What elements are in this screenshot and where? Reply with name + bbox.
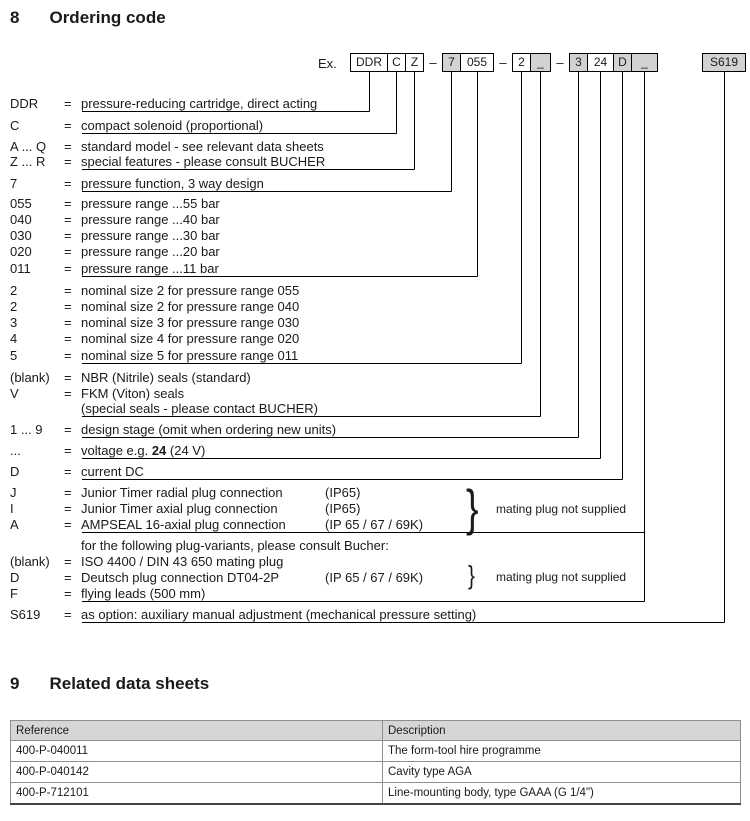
legend-desc: standard model - see relevant data sheets xyxy=(81,139,324,154)
legend-desc: pressure-reducing cartridge, direct acting xyxy=(81,96,318,111)
legend-desc: compact solenoid (proportional) xyxy=(81,118,264,133)
code-box-7: 7 xyxy=(442,53,461,72)
legend-desc: as option: auxiliary manual adjustment (mechanical pressure setting) xyxy=(81,607,477,622)
legend-eq: = xyxy=(64,212,72,227)
code-box-seal: _ xyxy=(530,53,551,72)
legend-desc: current DC xyxy=(81,464,144,479)
legend-eq: = xyxy=(64,348,72,363)
legend-eq: = xyxy=(64,443,72,458)
legend-eq: = xyxy=(64,370,72,385)
legend-code: 011 xyxy=(10,261,31,276)
legend-desc: pressure range ...40 bar xyxy=(81,212,220,227)
example-label: Ex. xyxy=(318,56,337,71)
table-header-reference: Reference xyxy=(11,721,383,741)
legend-eq: = xyxy=(64,586,72,601)
legend-eq: = xyxy=(64,196,72,211)
legend-eq: = xyxy=(64,386,72,401)
legend-eq: = xyxy=(64,176,72,191)
code-box-plug: _ xyxy=(631,53,658,72)
legend-desc: FKM (Viton) seals xyxy=(81,386,185,401)
legend-row xyxy=(10,386,184,402)
legend-row xyxy=(10,485,361,501)
code-separator: – xyxy=(429,55,437,70)
legend-desc: NBR (Nitrile) seals (standard) xyxy=(81,370,251,385)
section-8-heading xyxy=(10,8,166,28)
legend-desc: nominal size 2 for pressure range 040 xyxy=(81,299,300,314)
legend-row xyxy=(10,96,317,112)
brace-icon: } xyxy=(468,560,475,590)
legend-row xyxy=(10,139,324,155)
legend-eq: = xyxy=(64,228,72,243)
legend-code: DDR xyxy=(10,96,39,111)
legend-eq: = xyxy=(64,261,72,276)
legend-row xyxy=(10,212,220,228)
legend-eq: = xyxy=(64,517,72,532)
legend-row xyxy=(10,118,263,134)
legend-code: (blank) xyxy=(10,370,50,385)
legend-code: (blank) xyxy=(10,554,50,569)
code-box-z: Z xyxy=(405,53,424,72)
legend-eq: = xyxy=(64,315,72,330)
legend-code: D xyxy=(10,570,20,585)
legend-eq: = xyxy=(64,96,72,111)
legend-ip-rating: (IP 65 / 67 / 69K) xyxy=(325,517,424,532)
legend-desc: pressure range ...30 bar xyxy=(81,228,220,243)
legend-desc: AMPSEAL 16-axial plug connection xyxy=(81,517,286,532)
legend-code: I xyxy=(10,501,14,516)
legend-row xyxy=(10,464,144,480)
code-box-055: 055 xyxy=(460,53,494,72)
legend-ip-rating: (IP 65 / 67 / 69K) xyxy=(325,570,424,585)
legend-code: 030 xyxy=(10,228,32,243)
legend-ip-rating: (IP65) xyxy=(325,485,361,500)
legend-desc: Junior Timer axial plug connection xyxy=(81,501,278,516)
reference-cell: 400-P-040142 xyxy=(11,762,383,783)
legend-eq: = xyxy=(64,501,72,516)
legend-desc: pressure range ...55 bar xyxy=(81,196,220,211)
legend-code: S619 xyxy=(10,607,41,622)
legend-code: 3 xyxy=(10,315,18,330)
code-box-c: C xyxy=(387,53,406,72)
legend-code: 7 xyxy=(10,176,18,191)
legend-eq: = xyxy=(64,299,72,314)
legend-row xyxy=(10,422,336,438)
legend-code: Z ... R xyxy=(10,154,46,169)
legend-row xyxy=(10,586,205,602)
section-9-number: 9 xyxy=(10,674,20,693)
legend-row xyxy=(10,370,251,386)
legend-eq: = xyxy=(64,139,72,154)
table-header-description: Description xyxy=(383,721,741,741)
table-row xyxy=(11,762,741,783)
legend-row xyxy=(10,401,318,417)
legend-desc: Deutsch plug connection DT04-2P xyxy=(81,570,280,585)
legend-row xyxy=(10,154,325,170)
code-box-2: 2 xyxy=(512,53,531,72)
legend-row xyxy=(10,283,299,299)
legend-row xyxy=(10,228,220,244)
legend-desc: pressure function, 3 way design xyxy=(81,176,264,191)
legend-code: D xyxy=(10,464,20,479)
reference-cell: 400-P-712101 xyxy=(11,783,383,804)
legend-desc: ISO 4400 / DIN 43 650 mating plug xyxy=(81,554,284,569)
legend-code: 2 xyxy=(10,299,18,314)
mating-plug-note: mating plug not supplied xyxy=(496,502,627,516)
legend-desc: flying leads (500 mm) xyxy=(81,586,206,601)
legend-eq: = xyxy=(64,154,72,169)
legend-desc: pressure range ...20 bar xyxy=(81,244,220,259)
legend-code: 040 xyxy=(10,212,32,227)
code-box-24: 24 xyxy=(587,53,614,72)
legend-row xyxy=(10,607,476,623)
legend-code: A xyxy=(10,517,19,532)
legend-code: 055 xyxy=(10,196,32,211)
code-box-d: D xyxy=(613,53,632,72)
legend-row xyxy=(10,299,299,315)
legend-code: 4 xyxy=(10,331,18,346)
legend-eq: = xyxy=(64,118,72,133)
legend-eq: = xyxy=(64,464,72,479)
legend-desc: pressure range ...11 bar xyxy=(81,261,219,276)
section-8-title: Ordering code xyxy=(49,8,166,27)
section-8-number: 8 xyxy=(10,8,20,27)
legend-eq: = xyxy=(64,331,72,346)
legend-code: A ... Q xyxy=(10,139,47,154)
code-separator: – xyxy=(499,55,507,70)
section-9-title: Related data sheets xyxy=(49,674,210,693)
legend-row xyxy=(10,261,219,277)
legend-row xyxy=(10,554,283,570)
legend-row xyxy=(10,501,361,517)
legend-row xyxy=(10,196,220,212)
legend-ip-rating: (IP65) xyxy=(325,501,361,516)
legend-code: 1 ... 9 xyxy=(10,422,43,437)
legend-eq: = xyxy=(64,570,72,585)
legend-desc: nominal size 4 for pressure range 020 xyxy=(81,331,300,346)
mating-plug-note: mating plug not supplied xyxy=(496,570,627,584)
description-cell: The form-tool hire programme xyxy=(383,741,741,762)
legend-code: F xyxy=(10,586,18,601)
brace-icon: } xyxy=(466,480,479,536)
code-separator: – xyxy=(556,55,564,70)
legend-desc: nominal size 2 for pressure range 055 xyxy=(81,283,300,298)
legend-desc: Junior Timer radial plug connection xyxy=(81,485,283,500)
legend-row xyxy=(10,176,264,192)
legend-code: 5 xyxy=(10,348,18,363)
legend-desc: for the following plug-variants, please consult Bucher: xyxy=(81,538,389,553)
legend-eq: = xyxy=(64,485,72,500)
table-row xyxy=(11,783,741,804)
legend-row xyxy=(10,517,424,533)
legend-eq: = xyxy=(64,607,72,622)
section-9-heading xyxy=(10,674,209,694)
reference-cell: 400-P-040011 xyxy=(11,741,383,762)
table-header-row xyxy=(11,721,741,741)
legend-row xyxy=(10,331,299,347)
legend-desc: design stage (omit when ordering new units) xyxy=(81,422,337,437)
code-box-3: 3 xyxy=(569,53,588,72)
legend-desc: voltage e.g. 24 (24 V) xyxy=(81,443,206,458)
legend-eq: = xyxy=(64,244,72,259)
legend-desc: nominal size 3 for pressure range 030 xyxy=(81,315,300,330)
legend-row xyxy=(10,570,424,586)
legend-code: 2 xyxy=(10,283,18,298)
table-row xyxy=(11,741,741,762)
legend-desc: (special seals - please contact BUCHER) xyxy=(81,401,318,416)
legend-code: J xyxy=(10,485,17,500)
description-cell: Cavity type AGA xyxy=(383,762,741,783)
legend-eq: = xyxy=(64,283,72,298)
legend-code: ... xyxy=(10,443,21,458)
legend-row xyxy=(10,538,389,554)
code-box-ddr: DDR xyxy=(350,53,388,72)
legend-desc: nominal size 5 for pressure range 011 xyxy=(81,348,299,363)
legend-code: 020 xyxy=(10,244,32,259)
legend-row xyxy=(10,244,220,260)
legend-row xyxy=(10,348,298,364)
related-data-sheets-table xyxy=(10,720,741,805)
legend-row xyxy=(10,315,299,331)
legend-eq: = xyxy=(64,422,72,437)
legend-desc: special features - please consult BUCHER xyxy=(81,154,326,169)
legend-row xyxy=(10,443,205,459)
legend-code: C xyxy=(10,118,20,133)
code-box-s619: S619 xyxy=(702,53,746,72)
description-cell: Line-mounting body, type GAAA (G 1/4") xyxy=(383,783,741,804)
legend-eq: = xyxy=(64,554,72,569)
legend-code: V xyxy=(10,386,19,401)
